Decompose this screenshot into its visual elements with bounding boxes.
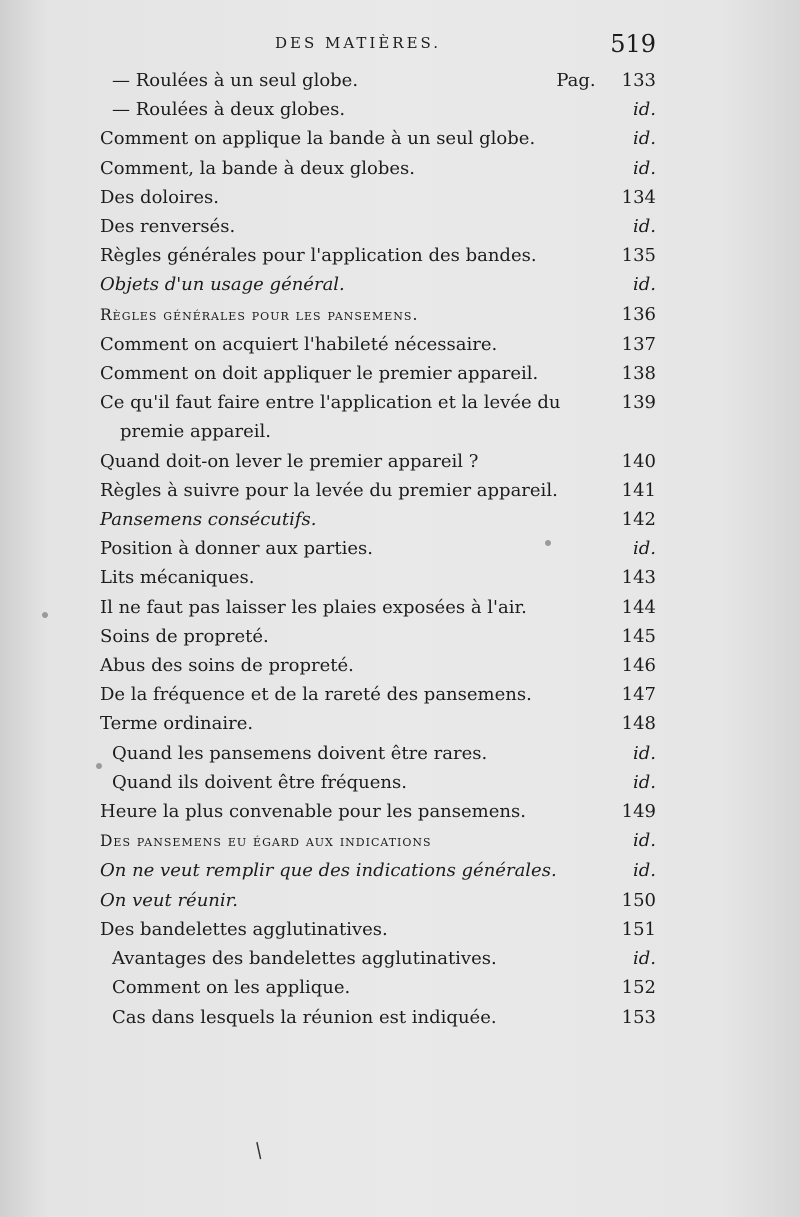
toc-entry — [100, 622, 656, 651]
page-ref: id. — [632, 830, 656, 852]
toc-entry — [100, 563, 656, 592]
page-ref: id. — [632, 742, 656, 764]
entry-title — [100, 768, 616, 797]
entry-page — [616, 739, 656, 768]
entry-title-text: Abus des soins de propreté. — [100, 655, 354, 677]
entry-title — [100, 680, 616, 709]
page-ref: id. — [632, 860, 656, 882]
entry-page — [616, 797, 656, 826]
entry-page — [616, 183, 656, 212]
toc-entry — [100, 1003, 656, 1032]
page-ref: 150 — [621, 889, 656, 911]
entry-page — [616, 505, 656, 534]
entry-page — [616, 563, 656, 592]
page-ref: 153 — [621, 1006, 656, 1028]
entry-page — [616, 300, 656, 329]
entry-title-text: Terme ordinaire. — [100, 713, 254, 735]
entry-title-text: On ne veut remplir que des indications générales. — [100, 860, 557, 882]
entry-title-text: Des bandelettes agglutinatives. — [100, 918, 388, 940]
page-ref: id. — [632, 99, 656, 121]
entry-title — [100, 66, 556, 95]
entry-title — [100, 124, 616, 153]
toc-entry — [100, 183, 656, 212]
toc-entry — [100, 124, 656, 153]
entry-title-text: Cas dans lesquels la réunion est indiquée. — [112, 1006, 497, 1028]
entry-title-text: Règles générales pour les pansemens. — [100, 305, 419, 324]
page-ref: 145 — [621, 625, 656, 647]
entry-title — [100, 886, 616, 915]
page-ref: 134 — [621, 186, 656, 208]
entry-page — [616, 447, 656, 476]
toc-entry — [100, 300, 656, 330]
page-ref: 147 — [621, 684, 656, 706]
entry-title-text: Comment on applique la bande à un seul globe. — [100, 128, 536, 150]
page-ref: 149 — [621, 801, 656, 823]
entry-title — [100, 593, 616, 622]
entry-title — [100, 301, 616, 330]
page-ref: id. — [632, 216, 656, 238]
toc-entry — [100, 739, 656, 768]
entry-title-text: Heure la plus convenable pour les pansemens. — [100, 801, 526, 823]
toc-entry — [100, 856, 656, 885]
toc-entry — [100, 886, 656, 915]
page-ref: 135 — [621, 245, 656, 267]
toc-entry — [100, 447, 656, 476]
entry-title-text: Comment, la bande à deux globes. — [100, 157, 415, 179]
entry-title — [100, 241, 616, 270]
paper-speck — [545, 540, 551, 546]
entry-title-text: Comment on acquiert l'habileté nécessaire. — [100, 333, 498, 355]
entry-title — [100, 944, 616, 973]
entry-title — [100, 476, 616, 505]
entry-title-text: Position à donner aux parties. — [100, 538, 373, 560]
entry-title — [100, 739, 616, 768]
toc-entry — [100, 944, 656, 973]
toc-entry — [100, 476, 656, 505]
toc-entry — [100, 330, 656, 359]
entry-title — [100, 1003, 616, 1032]
entry-title-text: Des renversés. — [100, 216, 236, 238]
page-ref: 152 — [621, 977, 656, 999]
entry-title-text: Quand doit-on lever le premier appareil ? — [100, 450, 479, 472]
entry-title — [100, 447, 616, 476]
entry-page — [616, 856, 656, 885]
entry-title — [100, 797, 616, 826]
toc-entry — [100, 534, 656, 563]
page-ref: 142 — [621, 509, 656, 531]
paper-speck — [42, 612, 48, 618]
entry-page — [616, 886, 656, 915]
page-ref: 140 — [621, 450, 656, 472]
entry-page — [616, 944, 656, 973]
entry-title-text: Lits mécaniques. — [100, 567, 255, 589]
entry-title-text: Des pansemens eu égard aux indications — [100, 832, 432, 851]
toc-entry — [100, 359, 656, 388]
entry-page — [616, 241, 656, 270]
entry-title-text: Pansemens consécutifs. — [100, 509, 317, 531]
entry-title-text: Quand les pansemens doivent être rares. — [112, 742, 488, 764]
entry-title-text: Règles générales pour l'application des bandes. — [100, 245, 537, 267]
entry-page — [616, 476, 656, 505]
page-ref: 136 — [621, 303, 656, 325]
entry-title — [100, 534, 616, 563]
page-number: 519 — [610, 30, 656, 58]
entry-page — [616, 915, 656, 944]
page-ref: 148 — [621, 713, 656, 735]
entry-title-text: Règles à suivre pour la levée du premier appareil. — [100, 479, 558, 501]
entry-title — [100, 359, 616, 388]
entry-title — [100, 973, 616, 1002]
entry-title — [100, 915, 616, 944]
toc-entry — [100, 66, 656, 95]
entry-page — [616, 593, 656, 622]
page-ref: id. — [632, 274, 656, 296]
entry-title-text: Objets d'un usage général. — [100, 274, 345, 296]
entry-page — [616, 973, 656, 1002]
entry-title — [100, 709, 616, 738]
entry-title-text: — Roulées à deux globes. — [112, 99, 346, 121]
entry-title — [100, 563, 616, 592]
entry-title-text: Quand ils doivent être fréquens. — [112, 771, 407, 793]
entry-title-text: — Roulées à un seul globe. — [112, 70, 359, 91]
toc-entry — [100, 651, 656, 680]
entry-title — [100, 212, 616, 241]
entry-page — [616, 154, 656, 183]
toc-entry — [100, 505, 656, 534]
page-ref: id. — [632, 771, 656, 793]
toc-entry — [100, 709, 656, 738]
page-ref: 146 — [621, 655, 656, 677]
entry-page — [616, 124, 656, 153]
page-header — [100, 30, 656, 62]
entry-title-text: Soins de propreté. — [100, 625, 269, 647]
toc-entry — [100, 95, 656, 124]
page-ref: id. — [632, 128, 656, 150]
entry-title — [100, 183, 616, 212]
entry-title-text: Avantages des bandelettes agglutinatives. — [112, 948, 497, 970]
entry-title — [100, 95, 616, 124]
entry-title-text: De la fréquence et de la rareté des pansemens. — [100, 684, 532, 706]
toc-entry — [100, 154, 656, 183]
entry-page — [616, 651, 656, 680]
entry-title — [100, 651, 616, 680]
page-ref: 138 — [621, 363, 656, 385]
page-ref: 141 — [621, 479, 656, 501]
entry-page — [616, 768, 656, 797]
page-ref: 133 — [621, 70, 656, 91]
entry-page — [616, 709, 656, 738]
toc-entry — [100, 270, 656, 299]
page-ref: id. — [632, 538, 656, 560]
entry-title — [100, 330, 616, 359]
page-ref: id. — [632, 157, 656, 179]
toc-entry — [100, 973, 656, 1002]
entry-title-text: Ce qu'il faut faire entre l'application et la levée du — [100, 392, 561, 414]
entry-title — [100, 270, 616, 299]
entry-title-text: Comment on les applique. — [112, 977, 351, 999]
entry-title — [100, 622, 616, 651]
entry-page — [616, 1003, 656, 1032]
entry-title-text: Des doloires. — [100, 186, 219, 208]
toc-entry — [100, 915, 656, 944]
entry-title-text: Il ne faut pas laisser les plaies exposées à l'air. — [100, 596, 527, 618]
page-ref: 144 — [621, 596, 656, 618]
running-title: DES MATIÈRES. — [275, 34, 442, 52]
page-ref: 137 — [621, 333, 656, 355]
entry-page — [616, 826, 656, 855]
entry-title-continuation: premie appareil. — [120, 421, 271, 443]
entry-title — [100, 827, 616, 856]
toc-entry — [100, 768, 656, 797]
entry-page — [616, 534, 656, 563]
entry-title-text: Comment on doit appliquer le premier appareil. — [100, 363, 539, 385]
entry-page — [616, 359, 656, 388]
table-of-contents — [100, 66, 656, 1032]
page-prefix: Pag. — [556, 70, 596, 91]
entry-page — [616, 270, 656, 299]
toc-entry — [100, 241, 656, 270]
toc-entry — [100, 593, 656, 622]
entry-title — [100, 154, 616, 183]
entry-title — [100, 505, 616, 534]
entry-title — [100, 388, 616, 446]
entry-page — [616, 622, 656, 651]
toc-entry — [100, 826, 656, 856]
page-ref: 143 — [621, 567, 656, 589]
paper-speck — [96, 763, 102, 769]
entry-page — [616, 680, 656, 709]
toc-entry — [100, 212, 656, 241]
entry-page — [616, 330, 656, 359]
entry-page — [616, 212, 656, 241]
stray-ink-mark: / — [249, 1137, 268, 1163]
entry-title — [100, 856, 616, 885]
toc-entry — [100, 388, 656, 446]
page-ref: id. — [632, 948, 656, 970]
page-ref: 151 — [621, 918, 656, 940]
entry-page — [616, 95, 656, 124]
page-ref: 139 — [621, 392, 656, 414]
entry-page — [556, 66, 656, 95]
toc-entry — [100, 680, 656, 709]
toc-entry — [100, 797, 656, 826]
entry-title-text: On veut réunir. — [100, 889, 238, 911]
entry-page — [616, 388, 656, 417]
